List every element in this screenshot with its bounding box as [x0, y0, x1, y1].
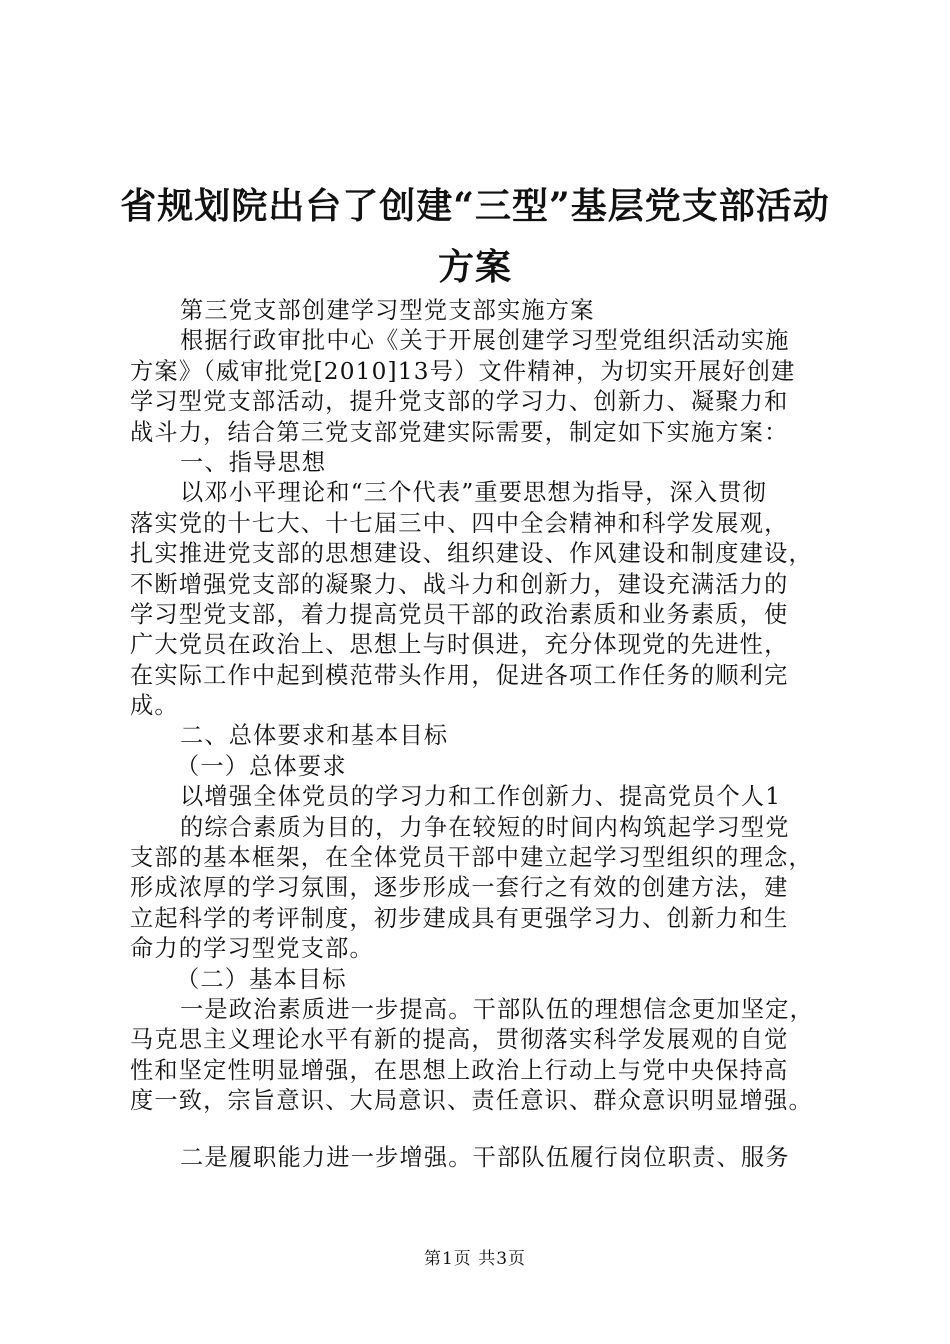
paragraph-line: 马克思主义理论水平有新的提高，贯彻落实科学发展观的自觉	[130, 1026, 789, 1054]
section-heading: 一、指导思想	[180, 448, 327, 476]
paragraph-line: 支部的基本框架，在全体党员干部中建立起学习型组织的理念，	[130, 844, 813, 872]
document-title-line-2: 方案	[437, 246, 512, 288]
page-number-footer: 第1页 共3页	[423, 1249, 527, 1269]
paragraph-line: 的综合素质为目的，力争在较短的时间内构筑起学习型党	[180, 813, 790, 841]
paragraph-line: 立起科学的考评制度，初步建成具有更强学习力、创新力和生	[130, 904, 789, 932]
paragraph-line: 形成浓厚的学习氛围，逐步形成一套行之有效的创建方法，建	[130, 874, 789, 902]
paragraph-line: 性和坚定性明显增强，在思想上政治上行动上与党中央保持高	[130, 1056, 789, 1084]
paragraph-line: 以邓小平理论和“三个代表”重要思想为指导，深入贯彻	[180, 479, 768, 507]
paragraph-gap	[130, 1117, 835, 1143]
paragraph-line: 一是政治素质进一步提高。干部队伍的理想信念更加坚定，	[180, 995, 815, 1023]
document-body	[130, 296, 835, 1173]
document-title-line-1: 省规划院出台了创建“三型”基层党支部活动	[120, 185, 830, 227]
paragraph-line: 落实党的十七大、十七届三中、四中全会精神和科学发展观，	[130, 509, 789, 537]
paragraph-line: 方案》（威审批党[2010]13号）文件精神，为切实开展好创建	[130, 357, 796, 385]
subsection-heading: （一）总体要求	[176, 752, 347, 780]
subsection-heading: （二）基本目标	[176, 965, 347, 993]
paragraph-line: 度一致，宗旨意识、大局意识、责任意识、群众意识明显增强。	[130, 1087, 813, 1115]
paragraph-line: 二是履职能力进一步增强。干部队伍履行岗位职责、服务	[180, 1143, 790, 1171]
paragraph-line: 扎实推进党支部的思想建设、组织建设、作风建设和制度建设，	[130, 540, 813, 568]
paragraph-line: 不断增强党支部的凝聚力、战斗力和创新力，建设充满活力的	[130, 570, 789, 598]
paragraph-line: 学习型党支部活动，提升党支部的学习力、创新力、凝聚力和	[130, 388, 789, 416]
paragraph-line: 战斗力，结合第三党支部党建实际需要，制定如下实施方案：	[130, 418, 789, 446]
paragraph-line: 根据行政审批中心《关于开展创建学习型党组织活动实施	[180, 327, 790, 355]
paragraph-line: 在实际工作中起到模范带头作用，促进各项工作任务的顺利完	[130, 661, 789, 689]
paragraph-line: 成。	[130, 692, 179, 720]
section-heading: 二、总体要求和基本目标	[180, 722, 449, 750]
section-subtitle: 第三党支部创建学习型党支部实施方案	[180, 297, 595, 324]
paragraph-line: 命力的学习型党支部。	[130, 935, 374, 963]
paragraph-line: 广大党员在政治上、思想上与时俱进，充分体现党的先进性，	[130, 631, 789, 659]
paragraph-line: 以增强全体党员的学习力和工作创新力、提高党员个人1	[180, 783, 782, 811]
paragraph-line: 学习型党支部，着力提高党员干部的政治素质和业务素质，使	[130, 600, 789, 628]
